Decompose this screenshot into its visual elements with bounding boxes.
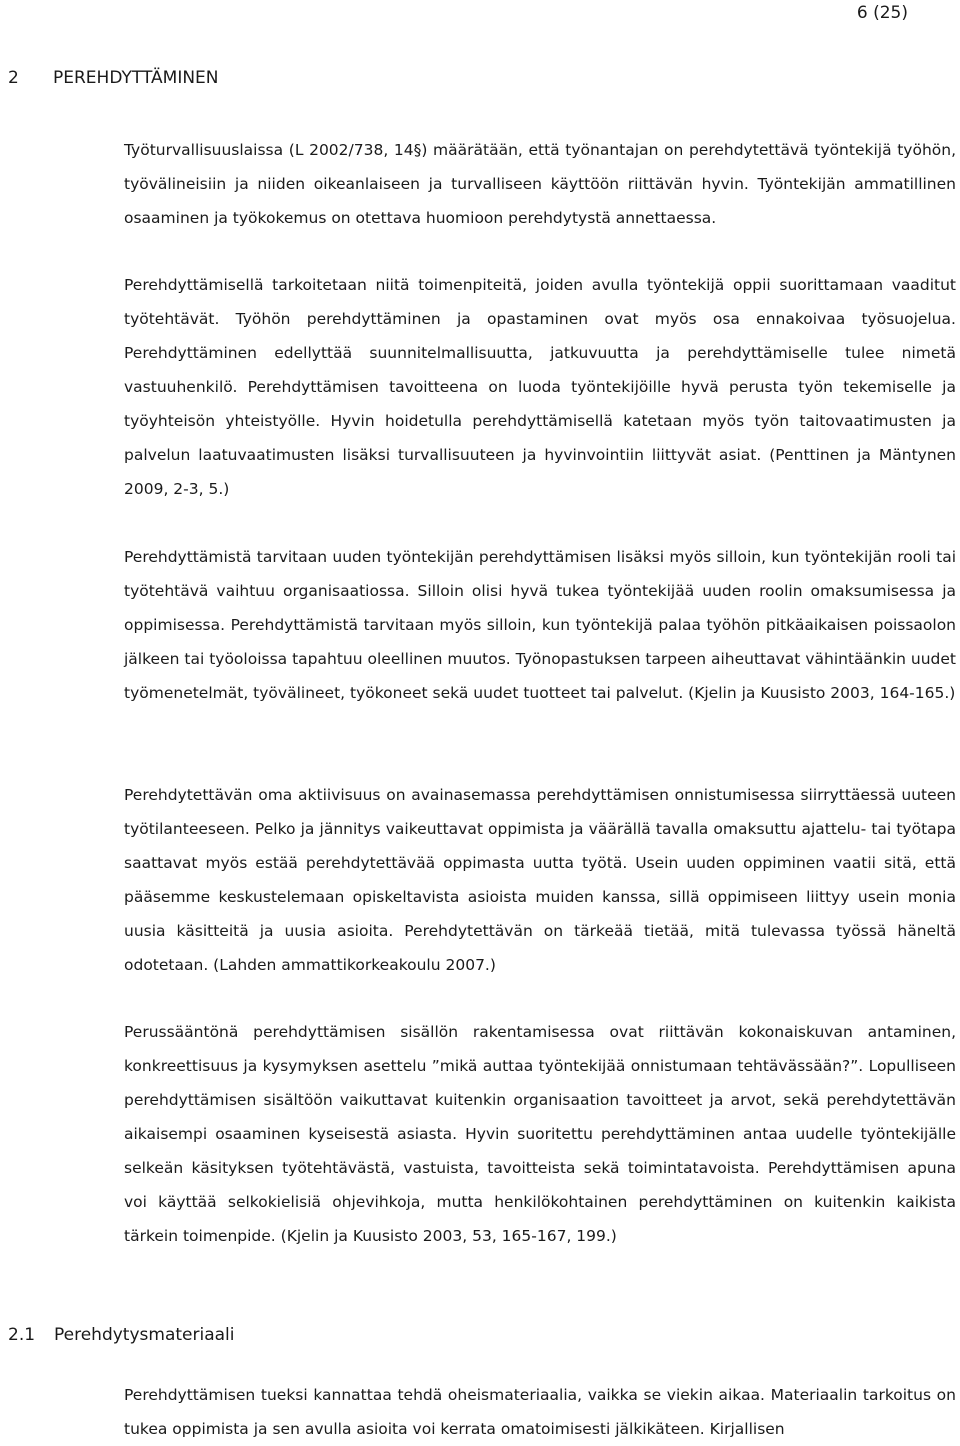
subsection-number: 2.1 — [8, 1325, 36, 1345]
paragraph: Perehdyttämistä tarvitaan uuden työntekijän perehdyttämisen lisäksi myös silloin, kun työntekijän rooli tai työtehtävä vaihtuu organisaatiossa. Silloin olisi hyvä tukea työntekijää uuden roolin omaksumisessa ja oppimisessa. Perehdyttämistä tarvitaan myös silloin, kun työntekijä palaa työhön pitkäaikaisen poissaolon jälkeen tai työoloissa tapahtuu oleellinen muutos. Työnopastuksen tarpeen aiheuttavat vähintäänkin uudet työmenetelmät, työvälineet, työkoneet sekä uudet tuotteet tai palvelut. (Kjelin ja Kuusisto 2003, 164-165.) — [124, 548, 956, 702]
paragraph: Perehdytettävän oma aktiivisuus on avainasemassa perehdyttämisen onnistumisessa siirryttäessä uuteen työtilanteeseen. Pelko ja jännitys vaikeuttavat oppimista ja väärällä tavalla omaksuttu ajattelu- tai työtapa saattavat myös estää perehdytettävää oppimasta uutta työtä. Usein uuden oppiminen vaatii sitä, että pääsemme keskustelemaan opiskeltavista asioista muiden kanssa, sillä oppimiseen liittyy usein monia uusia käsitteitä ja uusia asioita. Perehdytettävän on tärkeää tietää, mitä tulevassa työssä häneltä odotetaan. (Lahden ammattikorkeakoulu 2007.) — [124, 786, 956, 974]
page-number: 6 (25) — [856, 3, 908, 23]
paragraph: Perehdyttämisellä tarkoitetaan niitä toimenpiteitä, joiden avulla työntekijä oppii suorittamaan vaaditut työtehtävät. Työhön perehdyttäminen ja opastaminen ovat myös osa ennakoivaa työsuojelua. Perehdyttäminen edellyttää suunnitelmallisuutta, jatkuvuutta ja perehdyttämiselle tulee nimetä vastuuhenkilö. Perehdyttämisen tavoitteena on luoda työntekijöille hyvä perusta työn tekemiselle ja työyhteisön yhteistyölle. Hyvin hoidetulla perehdyttämisellä katetaan myös työn taitovaatimusten ja palvelun laatuvaatimusten lisäksi turvallisuuteen ja hyvinvointiin liittyvät asiat. (Penttinen ja Mäntynen 2009, 2-3, 5.) — [124, 276, 956, 498]
section-number: 2 — [8, 68, 19, 88]
paragraph: Työturvallisuuslaissa (L 2002/738, 14§) määrätään, että työnantajan on perehdytettävä työntekijä työhön, työvälineisiin ja niiden oikeanlaiseen ja turvalliseen käyttöön riittävän hyvin. Työntekijän ammatillinen osaaminen ja työkokemus on otettava huomioon perehdytystä annettaessa. — [124, 141, 956, 227]
paragraph: Perussääntönä perehdyttämisen sisällön rakentamisessa ovat riittävän kokonaiskuvan antaminen, konkreettisuus ja kysymyksen asettelu ”mikä auttaa työntekijää onnistumaan tehtävässään?”. Lopulliseen perehdyttämisen sisältöön vaikuttavat kuitenkin organisaation tavoitteet ja arvot, sekä perehdytettävän aikaisempi osaaminen kyseisestä asiasta. Hyvin suoritettu perehdyttäminen antaa uudelle työntekijälle selkeän käsityksen työtehtävästä, vastuista, tavoitteista sekä toimintatavoista. Perehdyttämisen apuna voi käyttää selkokielisiä ohjevihkoja, mutta henkilökohtainen perehdyttäminen on kuitenkin kaikista tärkein toimenpide. (Kjelin ja Kuusisto 2003, 53, 165-167, 199.) — [124, 1023, 956, 1245]
section-heading — [8, 67, 219, 89]
section-title: PEREHDYTTÄMINEN — [53, 68, 219, 88]
subsection-title: Perehdytysmateriaali — [54, 1325, 235, 1345]
paragraph: Perehdyttämisen tueksi kannattaa tehdä oheismateriaalia, vaikka se viekin aikaa. Materiaalin tarkoitus on tukea oppimista ja sen avulla asioita voi kerrata omatoimisesti jälkikäteen. Kirjallisen — [124, 1386, 956, 1438]
subsection-heading — [8, 1324, 234, 1346]
